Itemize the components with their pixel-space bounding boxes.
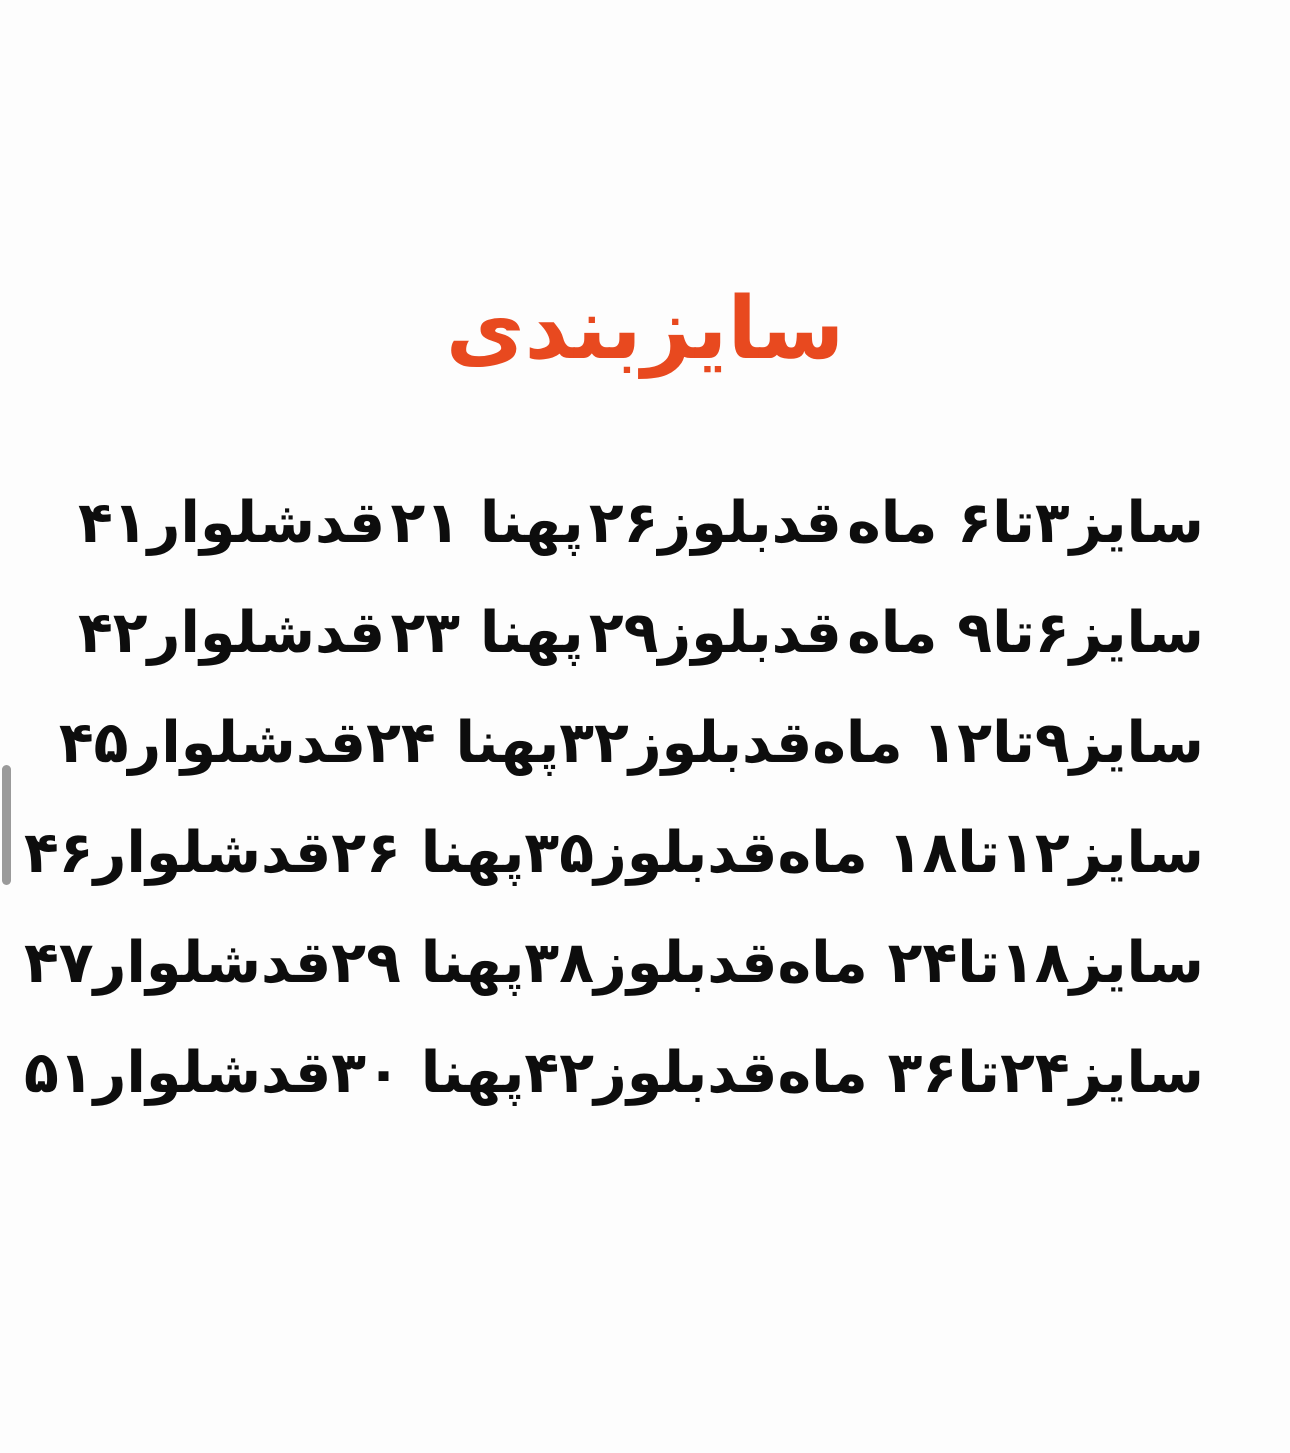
table-row [24,820,1220,935]
table-row [24,1040,1220,1155]
table-row [70,600,1220,715]
pants-length-label: قدشلوار۴۵ [58,710,367,776]
width-label: پهنا ۳۰ [331,1040,525,1106]
pants-length-label: قدشلوار۵۱ [24,1040,332,1106]
chest-length-label: قدبلوز۳۵ [524,820,778,886]
size-label: سایز۹تا۱۲ ماه [812,710,1204,776]
scrollbar-thumb[interactable] [2,765,11,885]
chest-length-label: قدبلوز۳۸ [524,930,778,996]
pants-length-label: قدشلوار۴۶ [24,820,332,886]
size-label: سایز۲۴تا۳۶ ماه [777,1040,1204,1106]
table-row [58,710,1220,825]
pants-length-label: قدشلوار۴۲ [78,600,386,666]
chest-length-label: قدبلوز۲۹ [588,600,842,666]
size-label: سایز۶تا۹ ماه [847,600,1204,666]
width-label: پهنا ۲۱ [390,490,584,556]
chest-length-label: قدبلوز۲۶ [588,490,842,556]
chest-length-label: قدبلوز۳۲ [559,710,813,776]
scrollbar[interactable] [0,0,12,1453]
size-table [24,490,1220,1155]
size-label: سایز۱۲تا۱۸ ماه [777,820,1204,886]
width-label: پهنا ۲۴ [366,710,560,776]
table-row [24,930,1220,1045]
table-row [70,490,1220,605]
size-label: سایز۳تا۶ ماه [847,490,1204,556]
pants-length-label: قدشلوار۴۱ [78,490,386,556]
chest-length-label: قدبلوز۴۲ [524,1040,778,1106]
pants-length-label: قدشلوار۴۷ [24,930,332,996]
width-label: پهنا ۲۳ [390,600,584,666]
size-label: سایز۱۸تا۲۴ ماه [777,930,1204,996]
width-label: پهنا ۲۹ [331,930,525,996]
page-title: سایزبندی [445,279,845,379]
width-label: پهنا ۲۶ [331,820,525,886]
